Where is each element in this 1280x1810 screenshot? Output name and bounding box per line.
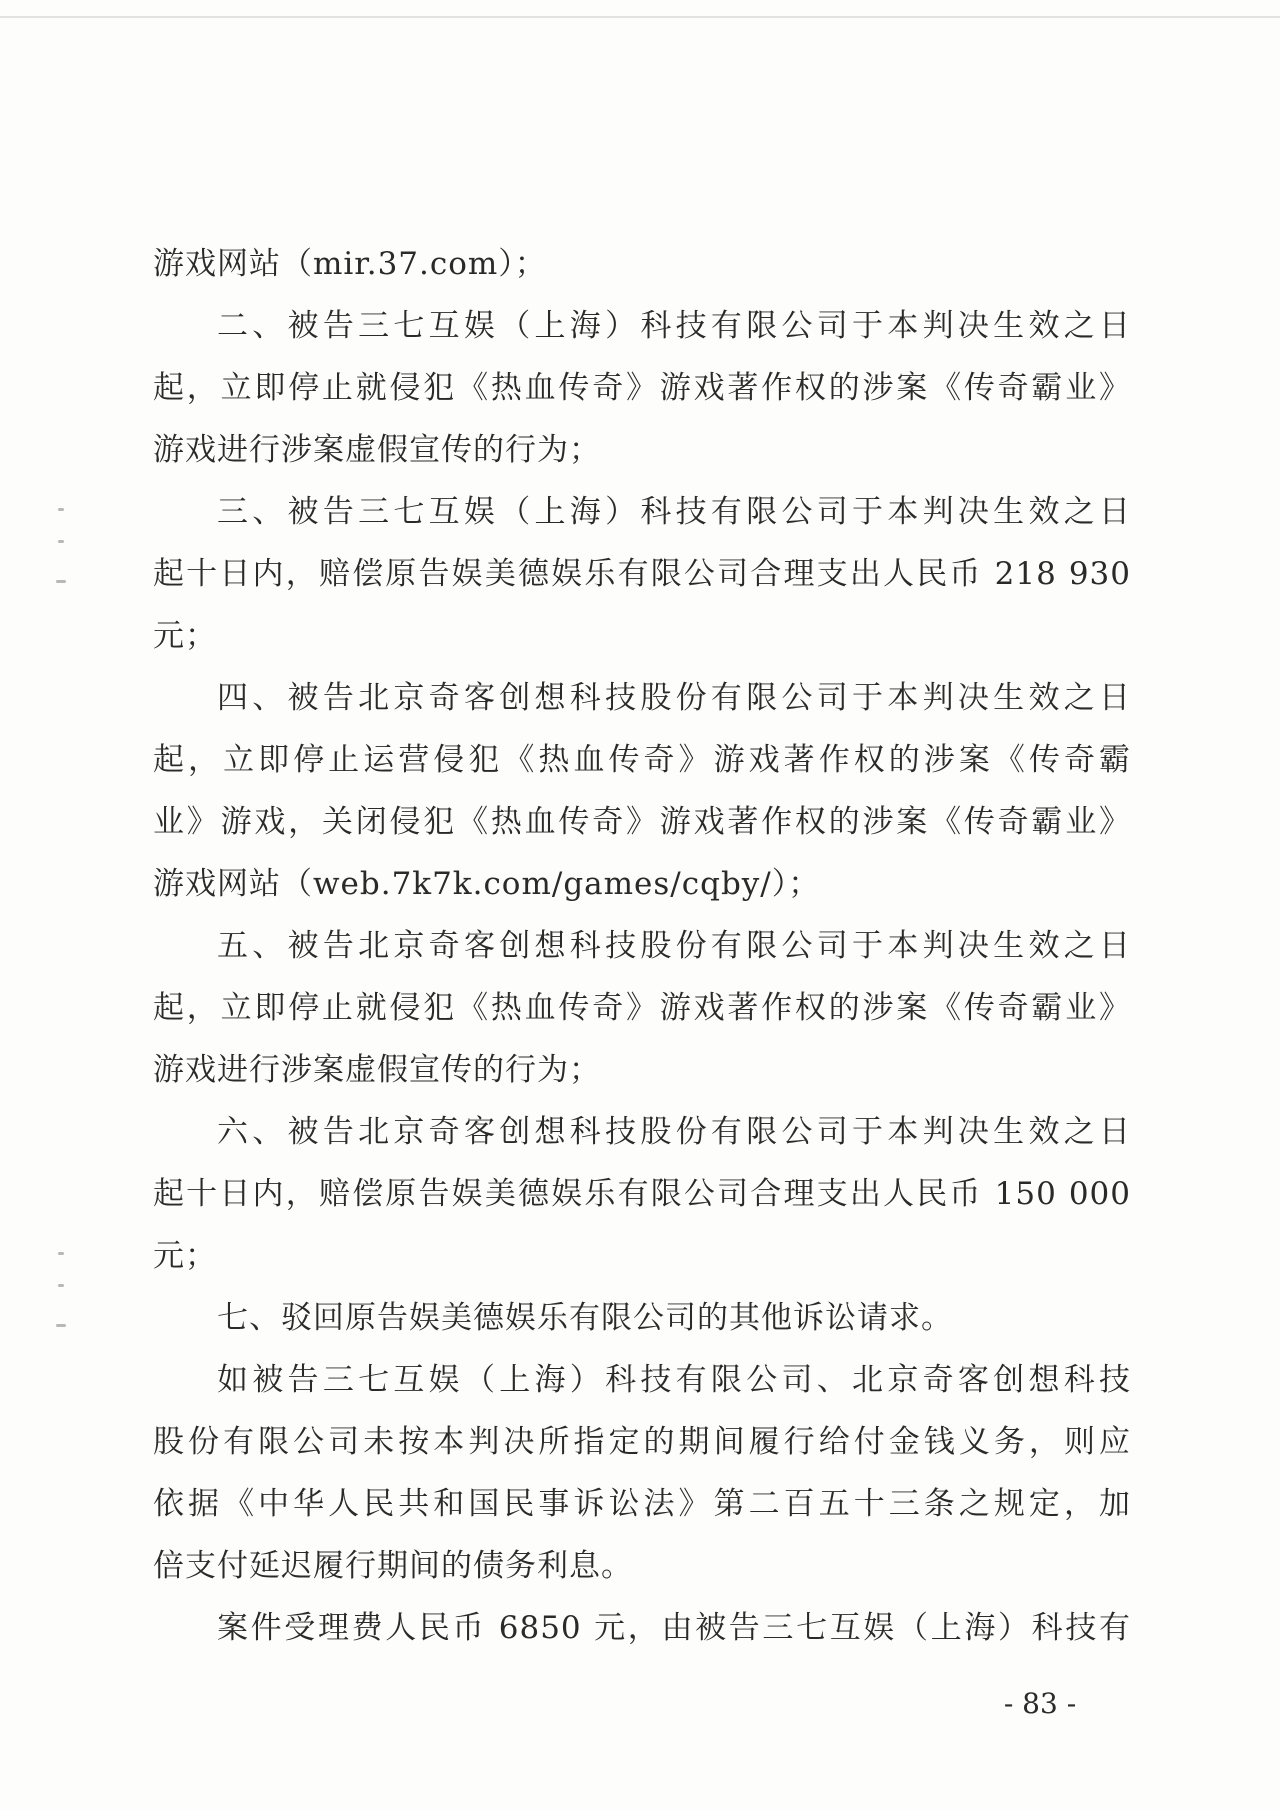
text-line: 五、被告北京奇客创想科技股份有限公司于本判决生效之日 bbox=[217, 928, 1131, 964]
scan-mark bbox=[58, 540, 64, 543]
text-line: 倍支付延迟履行期间的债务利息。 bbox=[153, 1548, 633, 1584]
paragraph bbox=[153, 667, 1131, 915]
paragraph bbox=[153, 1101, 1131, 1287]
page-number: - 83 - bbox=[1003, 1687, 1077, 1720]
paragraph bbox=[153, 1349, 1131, 1597]
text-line: 业》游戏，关闭侵犯《热血传奇》游戏著作权的涉案《传奇霸业》 bbox=[153, 804, 1131, 840]
paragraph bbox=[153, 915, 1131, 1101]
document-body bbox=[153, 233, 1131, 1659]
text-line: 游戏进行涉案虚假宣传的行为； bbox=[153, 1052, 601, 1088]
text-line: 四、被告北京奇客创想科技股份有限公司于本判决生效之日 bbox=[217, 680, 1131, 716]
scan-mark bbox=[58, 1252, 64, 1255]
scan-mark bbox=[56, 1324, 66, 1327]
scan-mark bbox=[58, 508, 64, 511]
scan-mark bbox=[56, 580, 66, 583]
text-line: 案件受理费人民币 6850 元，由被告三七互娱（上海）科技有 bbox=[217, 1610, 1131, 1646]
paragraph bbox=[153, 295, 1131, 481]
text-line: 股份有限公司未按本判决所指定的期间履行给付金钱义务，则应 bbox=[153, 1424, 1131, 1460]
text-line: 依据《中华人民共和国民事诉讼法》第二百五十三条之规定，加 bbox=[153, 1486, 1131, 1522]
text-line: 游戏网站（web.7k7k.com/games/cqby/）； bbox=[153, 866, 821, 902]
text-line: 游戏网站（mir.37.com）； bbox=[153, 246, 547, 282]
text-line: 七、驳回原告娱美德娱乐有限公司的其他诉讼请求。 bbox=[217, 1300, 953, 1336]
paragraph bbox=[153, 233, 1131, 295]
text-line: 起，立即停止就侵犯《热血传奇》游戏著作权的涉案《传奇霸业》 bbox=[153, 370, 1131, 406]
text-line: 起十日内，赔偿原告娱美德娱乐有限公司合理支出人民币 150 000 bbox=[153, 1176, 1131, 1212]
paragraph bbox=[153, 1287, 1131, 1349]
text-line: 六、被告北京奇客创想科技股份有限公司于本判决生效之日 bbox=[217, 1114, 1131, 1150]
text-line: 起十日内，赔偿原告娱美德娱乐有限公司合理支出人民币 218 930 bbox=[153, 556, 1131, 592]
paragraph bbox=[153, 1597, 1131, 1659]
text-line: 三、被告三七互娱（上海）科技有限公司于本判决生效之日 bbox=[217, 494, 1131, 530]
paragraph bbox=[153, 481, 1131, 667]
text-line: 二、被告三七互娱（上海）科技有限公司于本判决生效之日 bbox=[217, 308, 1131, 344]
scan-mark bbox=[58, 1284, 64, 1287]
text-line: 元； bbox=[153, 618, 217, 654]
text-line: 游戏进行涉案虚假宣传的行为； bbox=[153, 432, 601, 468]
text-line: 如被告三七互娱（上海）科技有限公司、北京奇客创想科技 bbox=[217, 1362, 1131, 1398]
text-line: 元； bbox=[153, 1238, 217, 1274]
scan-top-edge bbox=[0, 16, 1280, 18]
text-line: 起，立即停止就侵犯《热血传奇》游戏著作权的涉案《传奇霸业》 bbox=[153, 990, 1131, 1026]
text-line: 起，立即停止运营侵犯《热血传奇》游戏著作权的涉案《传奇霸 bbox=[153, 742, 1131, 778]
